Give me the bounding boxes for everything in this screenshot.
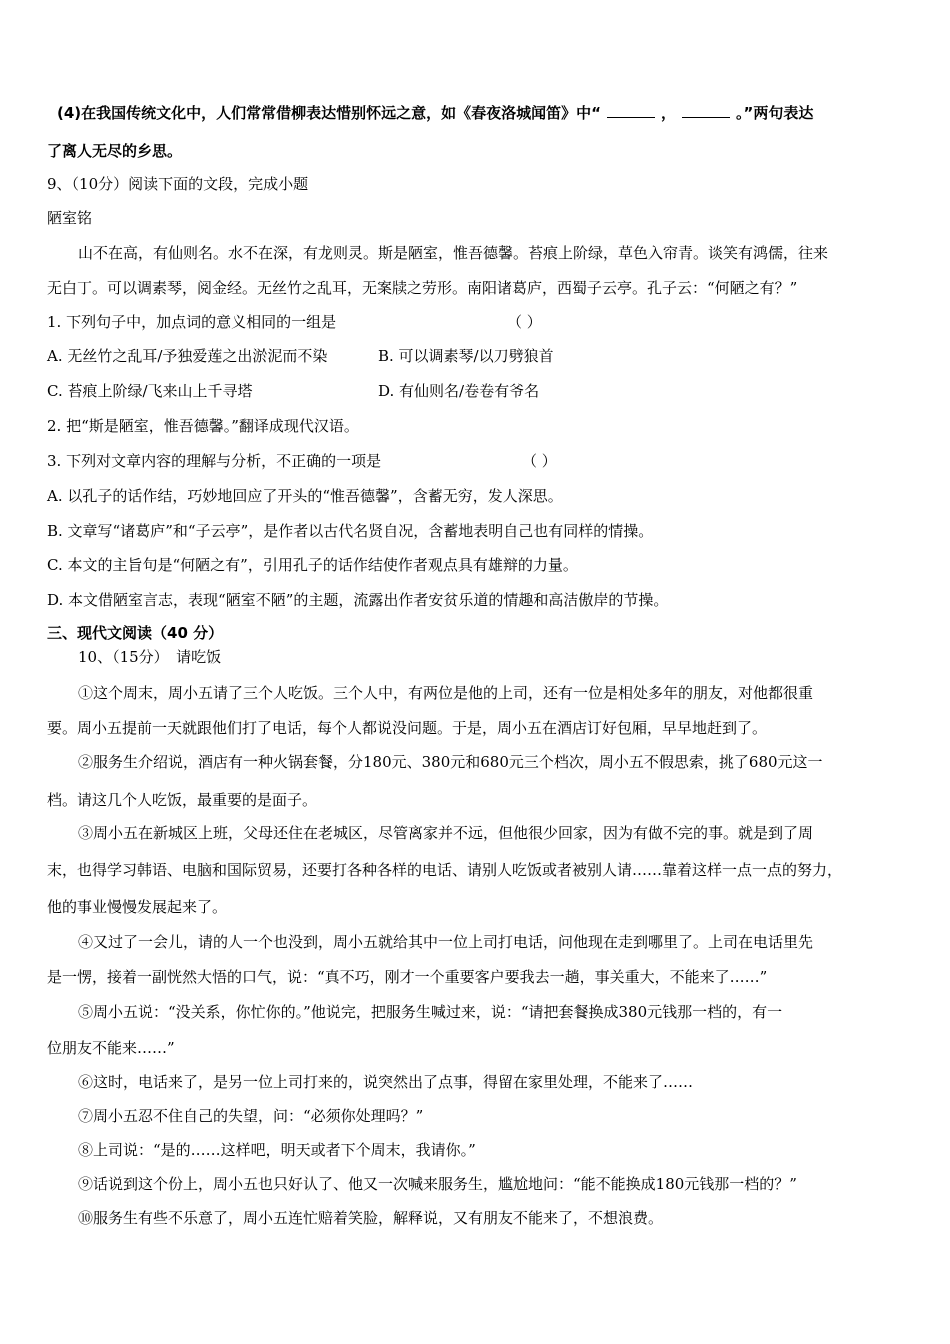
paragraph-line: ③周小五在新城区上班，父母还住在老城区，尽管离家并不远，但他很少回家，因为有做不完的事。就是到了周 <box>78 824 814 842</box>
q9-sub1-option-a: A. 无丝竹之乱耳/予独爱莲之出淤泥而不染 <box>47 347 328 365</box>
q9-sub3-option-a: A. 以孔子的话作结，巧妙地回应了开头的“惟吾德馨”，含蓄无穷，发人深思。 <box>47 487 563 505</box>
paragraph-line: 档。请这几个人吃饭，最重要的是面子。 <box>47 791 318 809</box>
q9-sub3-option-c: C. 本文的主旨句是“何陋之有”，引用孔子的话作结使作者观点具有雄辩的力量。 <box>47 556 578 574</box>
q10-header: 10、（15分） 请吃饭 <box>78 648 222 666</box>
paragraph-line: 是一愣，接着一副恍然大悟的口气，说：“真不巧，刚才一个重要客户要我去一趟，事关重大，不能来了……” <box>47 968 768 986</box>
paragraph-line: ⑧上司说：“是的……这样吧，明天或者下个周末，我请你。” <box>78 1141 476 1159</box>
q8-4-line1 <box>57 103 813 123</box>
paragraph-line: ⑦周小五忍不住自己的失望，问：“必须你处理吗？” <box>78 1107 424 1125</box>
q9-sub1-option-b: B. 可以调素琴/以刀劈狼首 <box>378 347 554 365</box>
q8-4-sep: ， <box>661 104 677 122</box>
q9-sub1-stem <box>47 312 542 332</box>
q8-4-line2: 了离人无尽的乡思。 <box>47 142 183 160</box>
q9-passage-line2: 无白丁。可以调素琴，阅金经。无丝竹之乱耳，无案牍之劳形。南阳诸葛庐，西蜀子云亭。孔子云：“何陋之有？” <box>47 279 798 297</box>
q9-sub2-stem: 2. 把“斯是陋室，惟吾德馨。”翻译成现代汉语。 <box>47 417 359 435</box>
paragraph-line: 要。周小五提前一天就跟他们打了电话，每个人都说没问题。于是，周小五在酒店订好包厢，早早地赶到了。 <box>47 719 768 737</box>
answer-blank-2[interactable] <box>682 103 730 118</box>
q9-passage-title: 陋室铭 <box>47 209 93 227</box>
q8-4-text-a: (4)在我国传统文化中，人们常常借柳表达惜别怀远之意，如《春夜洛城闻笛》中“ <box>57 104 602 122</box>
paragraph-line: 他的事业慢慢发展起来了。 <box>47 898 228 916</box>
q9-sub3-stem <box>47 451 557 471</box>
paragraph-line: ②服务生介绍说，酒店有一种火锅套餐，分180元、380元和680元三个档次，周小五不假思索，挑了680元这一 <box>78 753 823 771</box>
paragraph-line: ⑩服务生有些不乐意了，周小五连忙赔着笑脸，解释说，又有朋友不能来了，不想浪费。 <box>78 1209 664 1227</box>
paragraph-line: 末，也得学习韩语、电脑和国际贸易，还要打各种各样的电话、请别人吃饭或者被别人请……靠着这样一点一点的努力， <box>47 861 843 879</box>
q9-sub1-answer-paren[interactable]: （ ） <box>507 313 542 331</box>
q9-header: 9、（10分）阅读下面的文段，完成小题 <box>47 175 309 193</box>
answer-blank-1[interactable] <box>607 103 655 118</box>
q9-sub1-stem-text: 1. 下列句子中，加点词的意义相同的一组是 <box>47 313 337 331</box>
q9-sub3-option-b: B. 文章写“诸葛庐”和“子云亭”，是作者以古代名贤自况，含蓄地表明自己也有同样的情操。 <box>47 522 654 540</box>
paragraph-line: ⑨话说到这个份上，周小五也只好认了、他又一次喊来服务生，尴尬地问：“能不能换成180元钱那一档的？” <box>78 1175 797 1193</box>
q9-sub3-stem-text: 3. 下列对文章内容的理解与分析，不正确的一项是 <box>47 452 382 470</box>
paragraph-line: ④又过了一会儿，请的人一个也没到，周小五就给其中一位上司打电话，问他现在走到哪里了。上司在电话里先 <box>78 933 814 951</box>
paragraph-line: ⑥这时，电话来了，是另一位上司打来的，说突然出了点事，得留在家里处理，不能来了…… <box>78 1073 694 1091</box>
q9-sub1-option-c: C. 苔痕上阶绿/飞来山上千寻塔 <box>47 382 253 400</box>
section3-heading: 三、现代文阅读（40 分） <box>47 624 224 642</box>
q9-sub3-option-d: D. 本文借陋室言志，表现“陋室不陋”的主题，流露出作者安贫乐道的情趣和高洁傲岸的节操。 <box>47 591 669 609</box>
q9-sub1-option-d: D. 有仙则名/卷卷有爷名 <box>378 382 540 400</box>
paragraph-line: 位朋友不能来……” <box>47 1039 175 1057</box>
q8-4-text-b: 。”两句表达 <box>736 104 814 122</box>
q9-passage-line1: 山不在高，有仙则名。水不在深，有龙则灵。斯是陋室，惟吾德馨。苔痕上阶绿，草色入帘青。谈笑有鸿儒，往来 <box>78 244 829 262</box>
q9-sub3-answer-paren[interactable]: （ ） <box>522 452 557 470</box>
paragraph-line: ⑤周小五说：“没关系，你忙你的。”他说完，把服务生喊过来，说：“请把套餐换成380元钱那一档的，有一 <box>78 1003 783 1021</box>
paragraph-line: ①这个周末，周小五请了三个人吃饭。三个人中，有两位是他的上司，还有一位是相处多年的朋友，对他都很重 <box>78 684 814 702</box>
